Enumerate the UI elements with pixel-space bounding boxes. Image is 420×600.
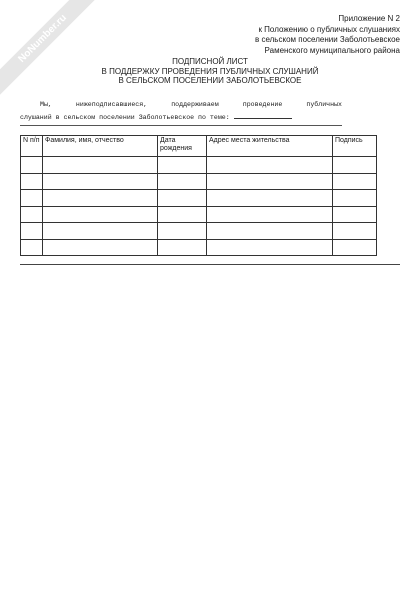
document-title xyxy=(0,57,420,86)
table-cell[interactable] xyxy=(21,206,43,223)
table-cell[interactable] xyxy=(21,223,43,240)
table-cell[interactable] xyxy=(207,223,333,240)
table-cell[interactable] xyxy=(43,190,158,207)
title-line: ПОДПИСНОЙ ЛИСТ xyxy=(172,57,248,66)
title-line: В СЕЛЬСКОМ ПОСЕЛЕНИИ ЗАБОЛОТЬЕВСКОЕ xyxy=(118,76,302,85)
table-row xyxy=(21,173,377,190)
table-cell[interactable] xyxy=(21,190,43,207)
table-cell[interactable] xyxy=(207,239,333,256)
table-cell[interactable] xyxy=(207,190,333,207)
signature-table xyxy=(20,135,377,256)
appendix-line: к Положению о публичных слушаниях xyxy=(258,24,400,34)
appendix-line: Раменского муниципального района xyxy=(264,45,400,55)
intro-line-1: Мы, нижеподписавшиеся, поддерживаем проведение публичных xyxy=(40,101,342,108)
appendix-note xyxy=(160,14,400,56)
table-cell[interactable] xyxy=(333,223,377,240)
table-cell[interactable] xyxy=(158,239,207,256)
table-cell[interactable] xyxy=(158,157,207,174)
table-cell[interactable] xyxy=(43,223,158,240)
table-cell[interactable] xyxy=(333,190,377,207)
intro-underline xyxy=(20,125,342,126)
watermark-corner xyxy=(0,0,110,110)
appendix-line: Приложение N 2 xyxy=(338,14,400,23)
table-cell[interactable] xyxy=(43,206,158,223)
topic-blank[interactable] xyxy=(234,110,292,119)
table-header-row xyxy=(21,136,377,157)
table-cell[interactable] xyxy=(333,206,377,223)
appendix-line: в сельском поселении Заболотьевское xyxy=(254,35,400,44)
title-line: В ПОДДЕРЖКУ ПРОВЕДЕНИЯ ПУБЛИЧНЫХ СЛУШАНИЙ xyxy=(101,66,319,76)
intro-line-2-text: слушаний в сельском поселении Заболотьевское по теме: xyxy=(20,114,230,121)
table-cell[interactable] xyxy=(207,173,333,190)
table-row xyxy=(21,157,377,174)
col-address: Адрес места жительства xyxy=(207,136,333,157)
table-cell[interactable] xyxy=(333,157,377,174)
table-cell[interactable] xyxy=(207,157,333,174)
intro-paragraph xyxy=(20,99,342,123)
table-cell[interactable] xyxy=(158,206,207,223)
table-row xyxy=(21,239,377,256)
table-cell[interactable] xyxy=(158,223,207,240)
table-cell[interactable] xyxy=(43,173,158,190)
table-row xyxy=(21,223,377,240)
table-cell[interactable] xyxy=(158,190,207,207)
table-cell[interactable] xyxy=(21,173,43,190)
table-cell[interactable] xyxy=(43,239,158,256)
table-cell[interactable] xyxy=(158,173,207,190)
table-cell[interactable] xyxy=(21,239,43,256)
intro-line-2 xyxy=(20,110,342,123)
table-cell[interactable] xyxy=(333,239,377,256)
table-row xyxy=(21,206,377,223)
col-birth-date: Дата рождения xyxy=(158,136,207,157)
table-cell[interactable] xyxy=(21,157,43,174)
bottom-rule xyxy=(20,264,400,265)
watermark: NoNumber.ru xyxy=(0,0,109,105)
col-number: N п/п xyxy=(21,136,43,157)
table-cell[interactable] xyxy=(43,157,158,174)
table-cell[interactable] xyxy=(207,206,333,223)
col-signature: Подпись xyxy=(333,136,377,157)
table-body xyxy=(21,157,377,256)
table-row xyxy=(21,190,377,207)
col-full-name: Фамилия, имя, отчество xyxy=(43,136,158,157)
table-cell[interactable] xyxy=(333,173,377,190)
